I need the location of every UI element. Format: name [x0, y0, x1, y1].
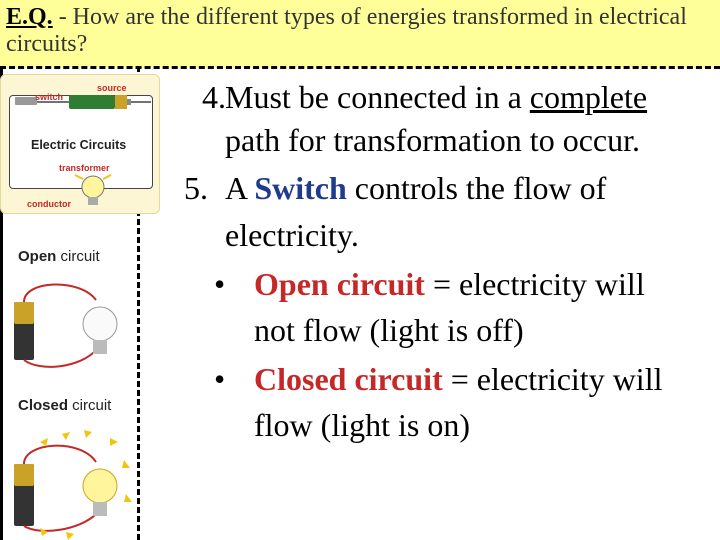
item-4-line2: path for transformation to occur. [225, 122, 640, 158]
bullet-open-line2: not flow (light is off) [254, 312, 524, 348]
bullet-icon: • [214, 266, 226, 302]
bullet-closed-line1: Closed circuit = electricity will [254, 361, 663, 397]
underlined-complete: complete [529, 79, 648, 115]
bullet-open-line1: Open circuit = electricity will [254, 266, 645, 302]
item-5 [184, 165, 208, 213]
closed-circuit-drawing [0, 424, 137, 534]
label-switch: switch [35, 92, 64, 102]
essential-question [6, 4, 706, 58]
open-circuit-label: Open circuit [18, 248, 100, 265]
item-5-line1: A Switch controls the flow of [225, 170, 607, 206]
item-5-line2: electricity. [225, 217, 359, 253]
closed-circuit-label: Closed circuit [18, 397, 112, 414]
item-number: 4. [202, 79, 226, 115]
eq-label: E.Q. [6, 4, 53, 30]
electric-circuits-title: Electric Circuits [31, 138, 127, 152]
item-4 [202, 74, 226, 122]
eq-banner [0, 0, 720, 68]
switch-term: Switch [254, 170, 347, 206]
bullet-icon: • [214, 361, 226, 397]
closed-circuit-term: Closed circuit [254, 361, 443, 397]
banner-divider [0, 66, 720, 69]
open-circuit-term: Open circuit [254, 266, 425, 302]
eq-question-text: - How are the different types of energies transformed in electrical circuits? [6, 4, 687, 57]
label-source: source [97, 83, 127, 93]
bullet-closed-line2: flow (light is on) [254, 407, 470, 443]
item-number: 5. [184, 170, 208, 206]
label-transformer: transformer [59, 163, 110, 173]
electric-circuits-image [0, 74, 160, 214]
open-circuit-drawing [0, 272, 137, 382]
item-4-line1: Must be connected in a complete [225, 79, 648, 115]
label-conductor: conductor [27, 199, 71, 209]
